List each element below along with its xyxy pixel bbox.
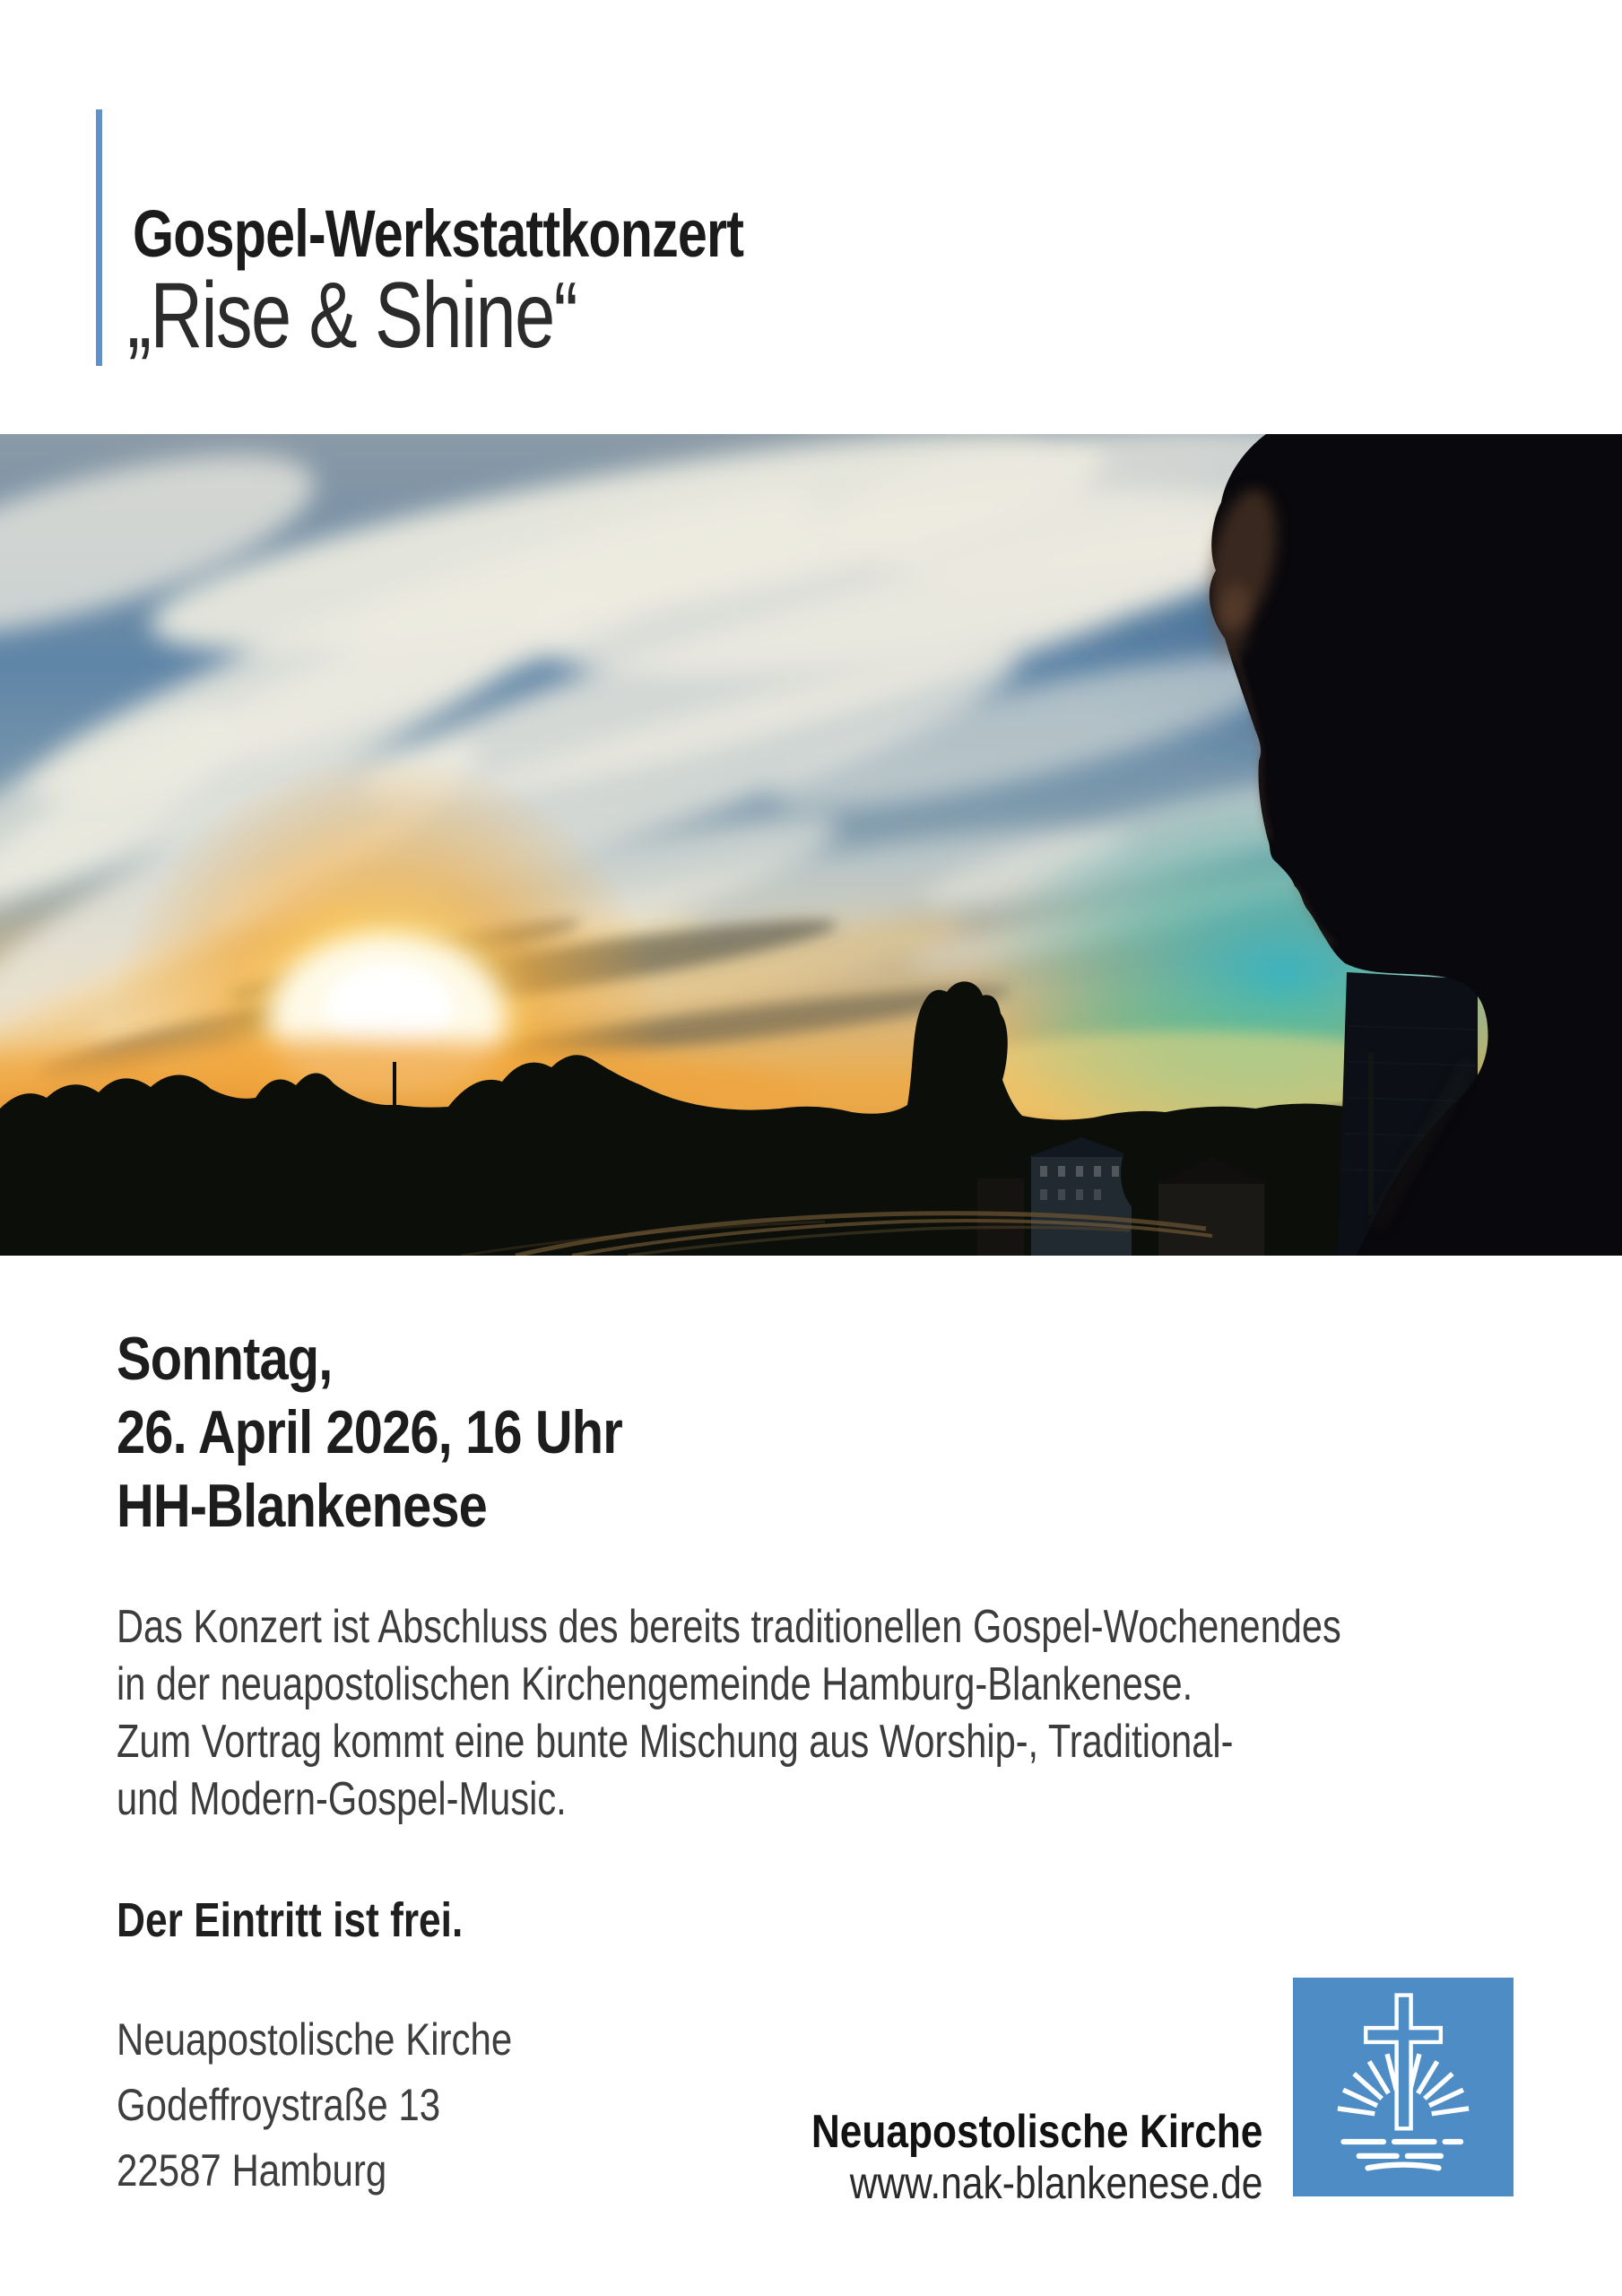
poster-kicker: Gospel-Werkstattkonzert [133, 196, 744, 271]
poster-title: „Rise & Shine“ [127, 264, 577, 368]
sunset-photo-illustration [0, 434, 1622, 1256]
venue-street: Godeffroystraße 13 [117, 2080, 441, 2130]
description-line: Das Konzert ist Abschluss des bereits traditionellen Gospel-Wochenendes [117, 1601, 1341, 1653]
event-description [117, 1598, 1341, 1828]
utility-pole [393, 1062, 396, 1109]
footer-org-block [811, 2106, 1262, 2208]
event-location: HH-Blankenese [117, 1472, 487, 1540]
church-logo [1293, 1978, 1514, 2196]
footer-website: www.nak-blankenese.de [849, 2158, 1262, 2208]
venue-city: 22587 Hamburg [117, 2145, 387, 2196]
event-date-time: 26. April 2026, 16 Uhr [117, 1398, 622, 1466]
hero-photo [0, 434, 1622, 1256]
description-line: und Modern-Gospel-Music. [117, 1773, 567, 1825]
description-line: in der neuapostolischen Kirchengemeinde Hamburg-Blankenese. [117, 1658, 1193, 1710]
footer-organization: Neuapostolische Kirche [811, 2106, 1262, 2158]
admission-note: Der Eintritt ist frei. [117, 1893, 464, 1947]
venue-name: Neuapostolische Kirche [117, 2014, 513, 2065]
venue-address [117, 2007, 512, 2204]
nak-cross-rays-water-icon [1293, 1978, 1514, 2196]
accent-bar [96, 109, 102, 366]
event-day: Sonntag, [117, 1325, 333, 1393]
description-line: Zum Vortrag kommt eine bunte Mischung aus Worship-, Traditional- [117, 1716, 1234, 1768]
event-date-block [117, 1322, 622, 1543]
